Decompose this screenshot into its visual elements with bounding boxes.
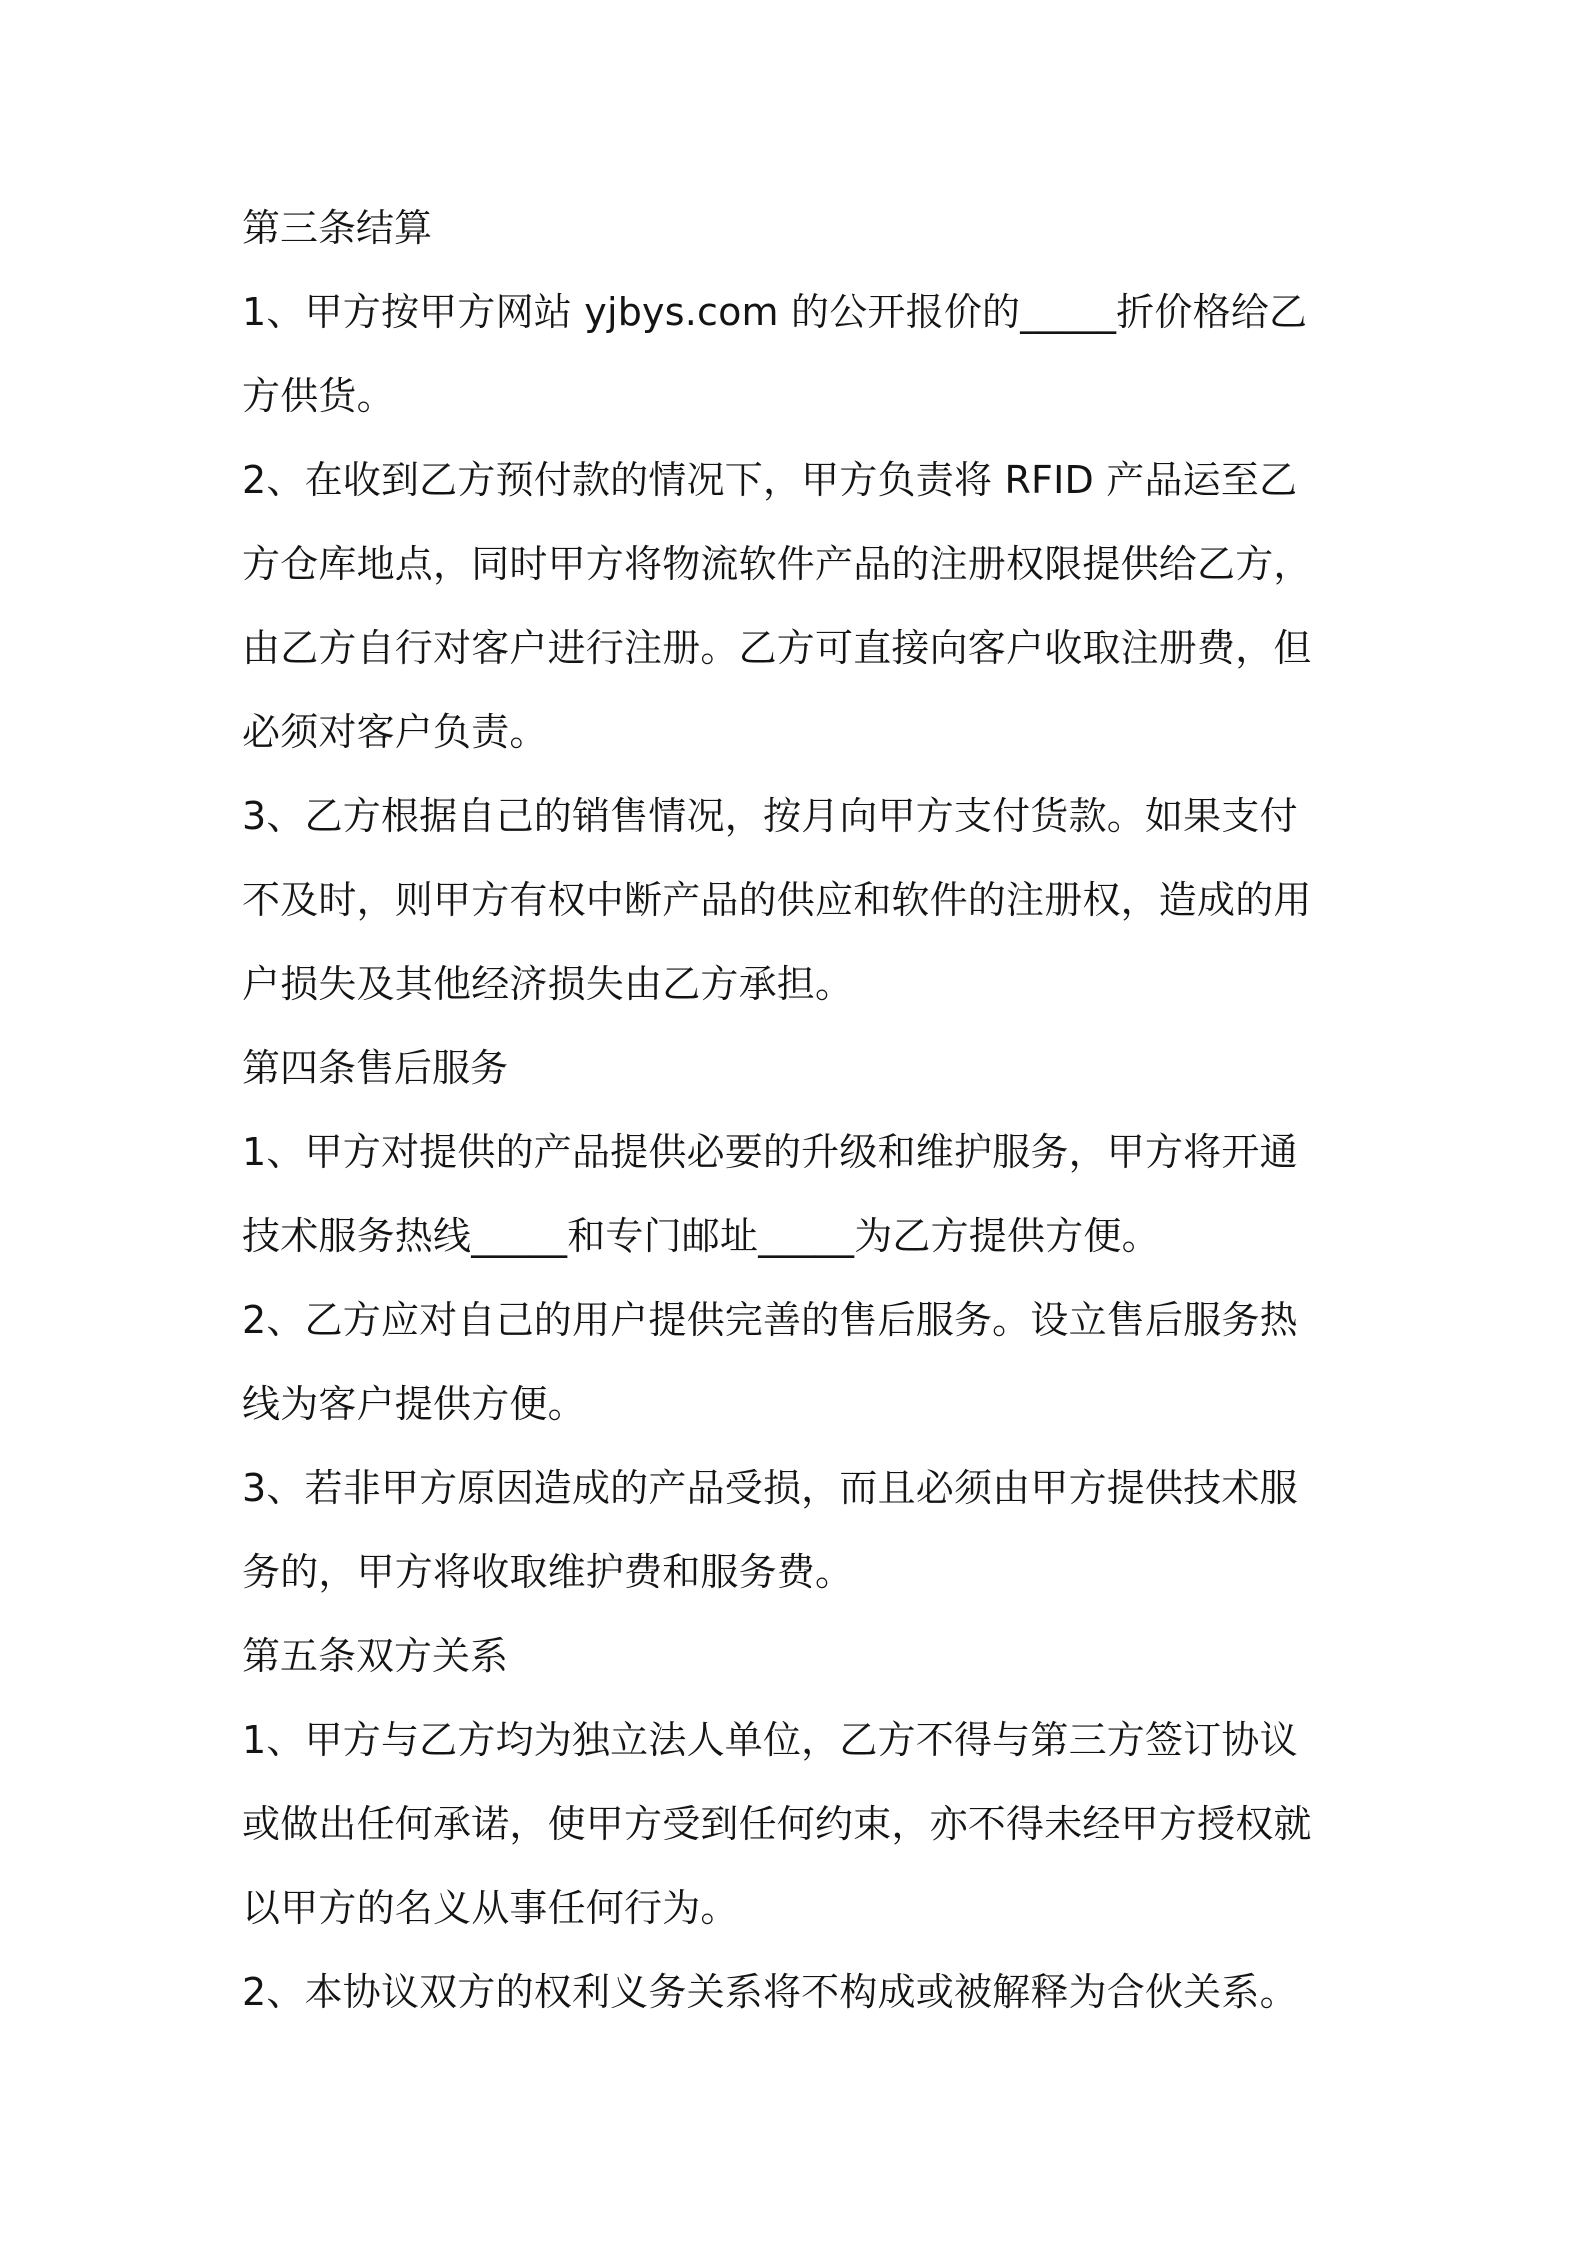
text-line: 以甲方的名义从事任何行为。 bbox=[242, 1886, 739, 1930]
text-line: 2、乙方应对自己的用户提供完善的售后服务。设立售后服务热 bbox=[242, 1298, 1298, 1342]
text-line: 2、本协议双方的权利义务关系将不构成或被解释为合伙关系。 bbox=[242, 1970, 1298, 2014]
section-heading-relationship: 第五条双方关系 bbox=[242, 1634, 509, 1678]
clause-5-1 bbox=[242, 1698, 1362, 1950]
text-line: 或做出任何承诺，使甲方受到任何约束，亦不得未经甲方授权就 bbox=[242, 1802, 1312, 1846]
text-line: 由乙方自行对客户进行注册。乙方可直接向客户收取注册费，但 bbox=[242, 626, 1312, 670]
text-line: 方仓库地点，同时甲方将物流软件产品的注册权限提供给乙方， bbox=[242, 542, 1312, 586]
text-line: 2、在收到乙方预付款的情况下，甲方负责将 RFID 产品运至乙 bbox=[242, 458, 1298, 502]
text-line: 户损失及其他经济损失由乙方承担。 bbox=[242, 962, 854, 1006]
text-line: 必须对客户负责。 bbox=[242, 710, 548, 754]
document-body bbox=[242, 186, 1362, 2034]
text-line: 不及时，则甲方有权中断产品的供应和软件的注册权，造成的用 bbox=[242, 878, 1312, 922]
text-line: 务的，甲方将收取维护费和服务费。 bbox=[242, 1550, 854, 1594]
clause-3-1 bbox=[242, 270, 1362, 438]
text-line: 方供货。 bbox=[242, 374, 395, 418]
clause-3-2 bbox=[242, 438, 1362, 774]
text-line: 1、甲方按甲方网站 yjbys.com 的公开报价的_____折价格给乙 bbox=[242, 290, 1308, 334]
text-line: 3、若非甲方原因造成的产品受损，而且必须由甲方提供技术服 bbox=[242, 1466, 1298, 1510]
clause-4-3 bbox=[242, 1446, 1362, 1614]
text-line: 1、甲方与乙方均为独立法人单位，乙方不得与第三方签订协议 bbox=[242, 1718, 1298, 1762]
text-line: 1、甲方对提供的产品提供必要的升级和维护服务，甲方将开通 bbox=[242, 1130, 1298, 1174]
clause-4-1 bbox=[242, 1110, 1362, 1278]
clause-5-2 bbox=[242, 1950, 1362, 2034]
text-line: 线为客户提供方便。 bbox=[242, 1382, 586, 1426]
text-line: 技术服务热线_____和专门邮址_____为乙方提供方便。 bbox=[242, 1214, 1160, 1258]
clause-4-2 bbox=[242, 1278, 1362, 1446]
clause-3-3 bbox=[242, 774, 1362, 1026]
text-line: 3、乙方根据自己的销售情况，按月向甲方支付货款。如果支付 bbox=[242, 794, 1298, 838]
section-heading-after-sales: 第四条售后服务 bbox=[242, 1046, 509, 1090]
section-heading-settlement: 第三条结算 bbox=[242, 206, 433, 250]
